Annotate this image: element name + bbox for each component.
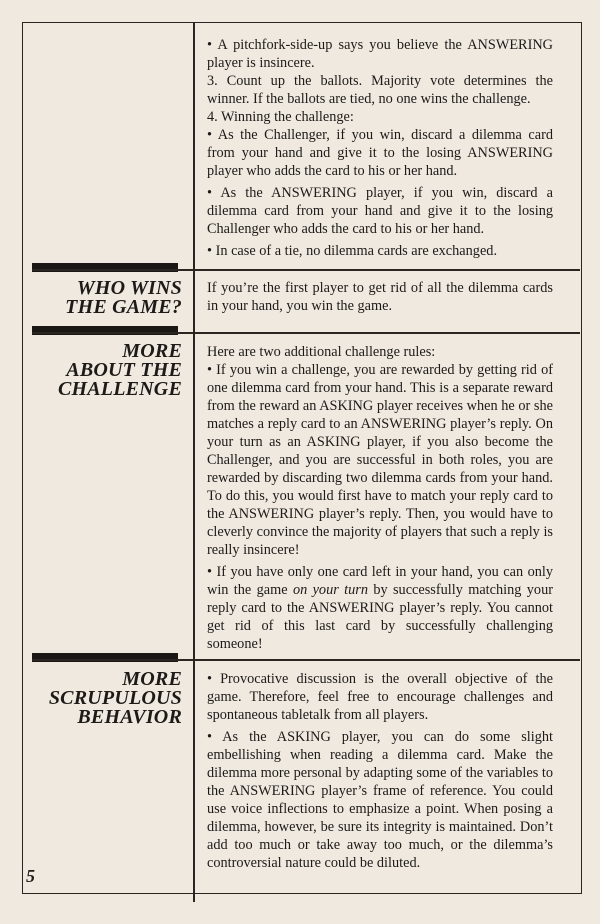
column-divider <box>193 22 195 902</box>
paragraph: • As the ASKING player, you can do some slight embellishing when reading a dilemma card. Make the dilemma more personal by adapting some of the variables to the ANSWERING player’s frame of reference. You could use voice inflections to emphasize a point. When posing a dilemma, however, be sure its integrity is maintained. Don’t add too much or take away too much, or the dilemma’s controversial nature could be diluted. <box>207 729 553 871</box>
more-about-challenge-text <box>207 343 553 657</box>
section-bar <box>32 263 178 272</box>
paragraph: • If you have only one card left in your hand, you can only win the game on your turn by successfully matching your reply card to the ANSWERING player’s reply. You cannot get rid of this last card by successfully challenging someone! <box>207 564 553 652</box>
section-rule <box>32 269 580 271</box>
who-wins-text <box>207 279 553 319</box>
section-heading-who-wins: WHO WINS THE GAME? <box>65 277 182 318</box>
section-bar <box>32 653 178 662</box>
paragraph: • A pitchfork-side-up says you believe the ANSWERING player is insincere. <box>207 37 553 71</box>
page-number: 5 <box>26 866 35 886</box>
paragraph: 4. Winning the challenge: <box>207 109 354 125</box>
paragraph: • If you win a challenge, you are rewarded by getting rid of one dilemma card from your hand. This is a separate reward from the reward an ASKING player receives when he or she matches a reply card to an ANSWERING player’s reply. On your turn as an ASKING player, if you also become the Challenger, and you are successful in both roles, you are rewarded by discarding two dilemma cards from your hand. To do this, you would first have to match your reply card to the ANSWERING player’s reply. Then, you would have to cleverly convince the majority of players that such a reply is really insincere! <box>207 362 553 558</box>
paragraph: Here are two additional challenge rules: <box>207 344 436 360</box>
paragraph: If you’re the first player to get rid of all the dilemma cards in your hand, you win the game. <box>207 280 553 314</box>
challenge-continuation-text <box>207 36 553 264</box>
section-bar <box>32 326 178 335</box>
section-heading-scrupulous-behavior: MORE SCRUPULOUS BEHAVIOR <box>48 668 182 728</box>
paragraph: • In case of a tie, no dilemma cards are exchanged. <box>207 243 498 259</box>
paragraph: • As the Challenger, if you win, discard a dilemma card from your hand and give it to the losing ANSWERING player who adds the card to his or her hand. <box>207 127 553 179</box>
paragraph: 3. Count up the ballots. Majority vote determines the winner. If the ballots are tied, no one wins the challenge. <box>207 73 553 107</box>
section-rule <box>32 659 580 661</box>
section-rule <box>32 332 580 334</box>
paragraph: • Provocative discussion is the overall objective of the game. Therefore, feel free to encourage challenges and spontaneous tabletalk from all players. <box>207 671 553 723</box>
paragraph: • As the ANSWERING player, if you win, discard a dilemma card from your hand and give it to the losing Challenger who adds the card to his or her hand. <box>207 185 553 237</box>
scrupulous-behavior-text <box>207 670 553 876</box>
section-heading-more-about-challenge: MORE ABOUT THE CHALLENGE <box>57 340 182 400</box>
